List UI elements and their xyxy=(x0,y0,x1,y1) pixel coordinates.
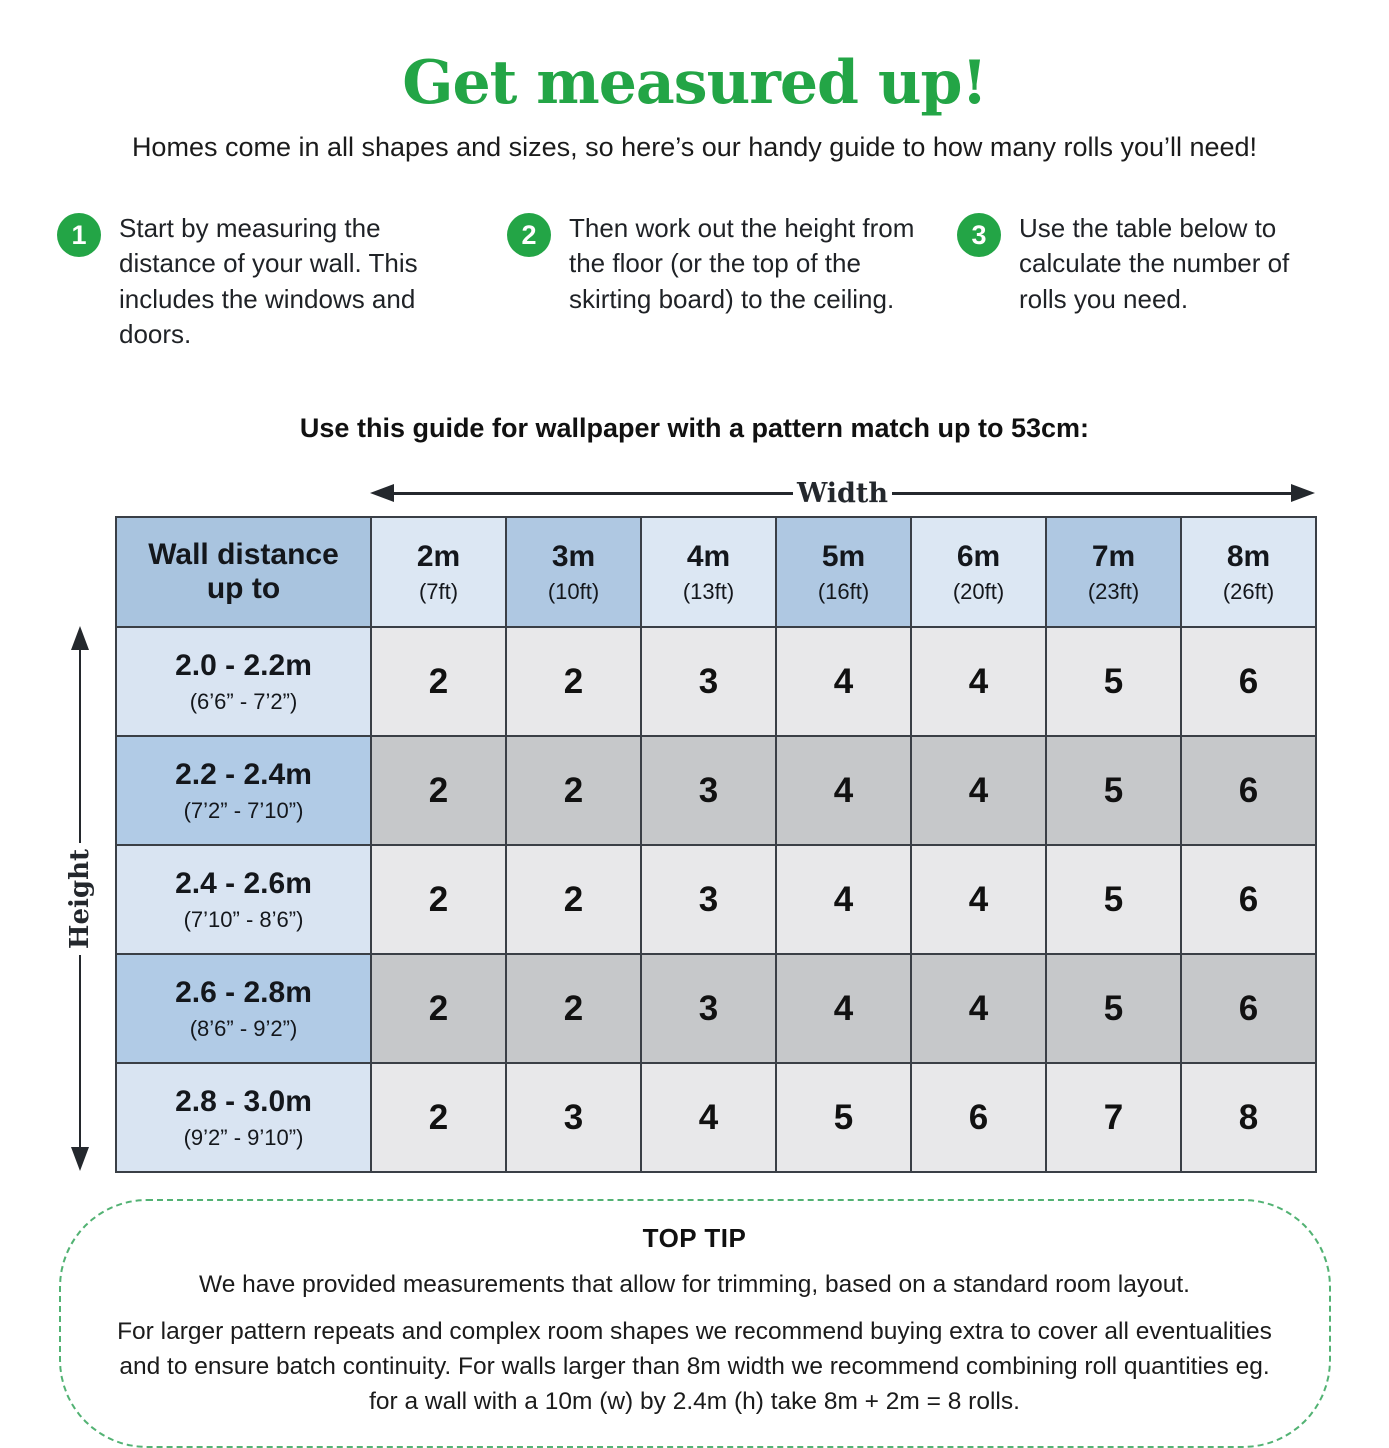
rolls-cell: 6 xyxy=(1181,845,1316,954)
rolls-cell: 2 xyxy=(506,736,641,845)
step-2-number-badge: 2 xyxy=(507,213,551,257)
table-header-row xyxy=(116,517,1316,627)
column-header-feet: (13ft) xyxy=(682,579,735,605)
step-3-number-badge: 3 xyxy=(957,213,1001,257)
axis-line xyxy=(892,492,1291,495)
rolls-cell: 5 xyxy=(1046,845,1181,954)
page-subtitle: Homes come in all shapes and sizes, so here’s our handy guide to how many rolls you’ll need! xyxy=(131,132,1258,162)
rolls-cell: 6 xyxy=(911,1063,1046,1172)
rolls-cell: 3 xyxy=(641,627,776,736)
step-2-text: Then work out the height from the floor (or the top of the skirting board) to the ceiling. xyxy=(569,213,915,314)
table-wrap xyxy=(65,516,1315,1173)
page xyxy=(0,48,1389,1441)
column-header-feet: (16ft) xyxy=(817,579,870,605)
rolls-cell: 2 xyxy=(371,954,506,1063)
rolls-cell: 3 xyxy=(506,1063,641,1172)
row-range-feet: (7’2” - 7’10”) xyxy=(183,797,304,823)
table-row xyxy=(116,1063,1316,1172)
height-axis-label: Height xyxy=(65,848,95,949)
arrow-down-icon xyxy=(71,1147,89,1171)
axis-line xyxy=(79,650,82,842)
axis-line xyxy=(79,955,82,1147)
rolls-cell: 4 xyxy=(911,736,1046,845)
rolls-cell: 2 xyxy=(371,845,506,954)
row-range-metres: 2.8 - 3.0m xyxy=(175,1085,312,1119)
rolls-table xyxy=(115,516,1317,1173)
rolls-cell: 5 xyxy=(1046,954,1181,1063)
row-header xyxy=(116,954,371,1063)
column-header-8m xyxy=(1181,517,1316,627)
rolls-cell: 4 xyxy=(776,627,911,736)
top-tip-title: TOP TIP xyxy=(642,1223,747,1254)
steps-row xyxy=(0,211,1389,369)
height-axis xyxy=(62,626,98,1171)
column-header-metres: 7m xyxy=(1091,539,1136,573)
step-1 xyxy=(57,211,507,369)
column-header-metres: 6m xyxy=(956,539,1001,573)
row-header xyxy=(116,1063,371,1172)
column-header-6m xyxy=(911,517,1046,627)
row-range-feet: (8’6” - 9’2”) xyxy=(189,1015,298,1041)
axis-line xyxy=(394,492,793,495)
rolls-cell: 4 xyxy=(776,845,911,954)
column-header-metres: 5m xyxy=(821,539,866,573)
rolls-cell: 4 xyxy=(641,1063,776,1172)
column-header-metres: 4m xyxy=(686,539,731,573)
guide-heading: Use this guide for wallpaper with a pattern match up to 53cm: xyxy=(299,413,1090,444)
corner-header-line-1: Wall distance xyxy=(148,537,339,571)
page-title: Get measured up! xyxy=(402,48,987,118)
rolls-cell: 2 xyxy=(371,1063,506,1172)
width-axis xyxy=(370,477,1315,509)
table-row xyxy=(116,845,1316,954)
rolls-cell: 4 xyxy=(776,736,911,845)
table-row xyxy=(116,627,1316,736)
top-tip-line-1: We have provided measurements that allow for trimming, based on a standard room layout. xyxy=(199,1271,1190,1299)
column-header-feet: (23ft) xyxy=(1087,579,1140,605)
rolls-cell: 3 xyxy=(641,954,776,1063)
column-header-metres: 8m xyxy=(1226,539,1271,573)
rolls-cell: 3 xyxy=(641,736,776,845)
row-header xyxy=(116,627,371,736)
top-tip-line-2: For larger pattern repeats and complex room shapes we recommend buying extra to cover all eventualities and to ensure batch continuity. For walls larger than 8m width we recommend combining roll quantities eg. for a wall with a 10m (w) by 2.4m (h) take 8m + 2m = 8 rolls. xyxy=(117,1318,1272,1415)
column-header-4m xyxy=(641,517,776,627)
row-header xyxy=(116,845,371,954)
arrow-left-icon xyxy=(370,484,394,502)
width-axis-label: Width xyxy=(796,477,889,509)
row-header xyxy=(116,736,371,845)
step-3 xyxy=(957,211,1387,369)
rolls-cell: 3 xyxy=(641,845,776,954)
rolls-cell: 4 xyxy=(776,954,911,1063)
row-range-metres: 2.0 - 2.2m xyxy=(175,649,312,683)
rolls-cell: 6 xyxy=(1181,736,1316,845)
arrow-right-icon xyxy=(1291,484,1315,502)
rolls-cell: 2 xyxy=(371,736,506,845)
rolls-cell: 2 xyxy=(506,845,641,954)
rolls-cell: 4 xyxy=(911,845,1046,954)
column-header-feet: (10ft) xyxy=(547,579,600,605)
rolls-cell: 5 xyxy=(1046,736,1181,845)
rolls-cell: 4 xyxy=(911,954,1046,1063)
table-row xyxy=(116,736,1316,845)
column-header-2m xyxy=(371,517,506,627)
row-range-metres: 2.4 - 2.6m xyxy=(175,867,312,901)
rolls-cell: 2 xyxy=(506,627,641,736)
table-row xyxy=(116,954,1316,1063)
top-tip-box xyxy=(59,1199,1331,1447)
row-range-feet: (6’6” - 7’2”) xyxy=(189,688,298,714)
rolls-cell: 6 xyxy=(1181,627,1316,736)
row-range-metres: 2.2 - 2.4m xyxy=(175,758,312,792)
column-header-3m xyxy=(506,517,641,627)
corner-header xyxy=(116,517,371,627)
rolls-cell: 5 xyxy=(776,1063,911,1172)
row-range-metres: 2.6 - 2.8m xyxy=(175,976,312,1010)
table-zone xyxy=(0,477,1389,1173)
step-1-number-badge: 1 xyxy=(57,213,101,257)
column-header-feet: (20ft) xyxy=(952,579,1005,605)
rolls-cell: 8 xyxy=(1181,1063,1316,1172)
step-2 xyxy=(507,211,957,369)
step-1-text: Start by measuring the distance of your wall. This includes the windows and doors. xyxy=(119,213,418,349)
step-3-text: Use the table below to calculate the number of rolls you need. xyxy=(1019,213,1290,314)
rolls-cell: 7 xyxy=(1046,1063,1181,1172)
rolls-cell: 5 xyxy=(1046,627,1181,736)
column-header-metres: 3m xyxy=(551,539,596,573)
rolls-cell: 2 xyxy=(506,954,641,1063)
column-header-feet: (26ft) xyxy=(1222,579,1275,605)
row-range-feet: (7’10” - 8’6”) xyxy=(183,906,304,932)
column-header-feet: (7ft) xyxy=(418,579,459,605)
arrow-up-icon xyxy=(71,626,89,650)
rolls-cell: 2 xyxy=(371,627,506,736)
column-header-metres: 2m xyxy=(416,539,461,573)
rolls-cell: 6 xyxy=(1181,954,1316,1063)
corner-header-line-2: up to xyxy=(206,572,281,606)
row-range-feet: (9’2” - 9’10”) xyxy=(183,1124,304,1150)
column-header-5m xyxy=(776,517,911,627)
column-header-7m xyxy=(1046,517,1181,627)
rolls-cell: 4 xyxy=(911,627,1046,736)
